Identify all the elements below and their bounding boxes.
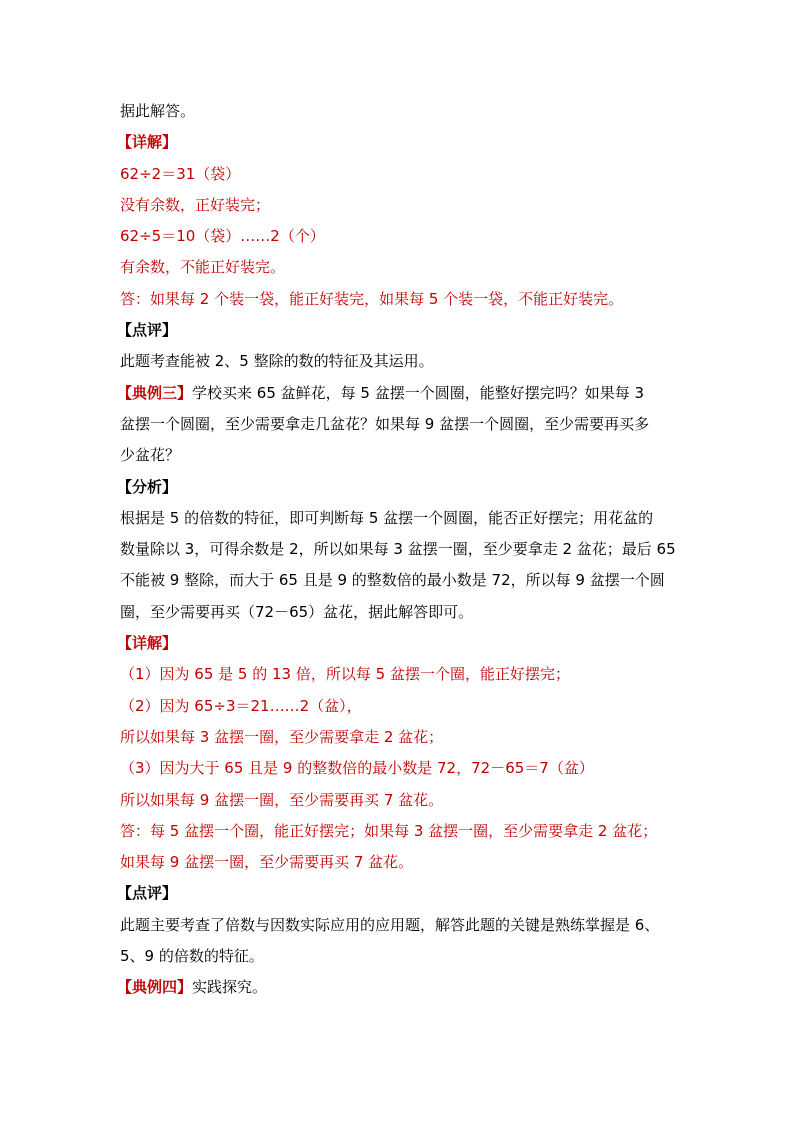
text-line: 圈，至少需要再买（72－65）盆花，据此解答即可。 — [120, 602, 474, 621]
question-text: 实践探究。 — [192, 978, 268, 997]
answer-line: （2）因为 65÷3＝21……2（盆）， — [120, 696, 362, 715]
text-line: 此题主要考查了倍数与因数实际应用的应用题，解答此题的关键是熟练掌握是 6、 — [120, 915, 660, 934]
answer-line: 答：如果每 2 个装一袋，能正好装完，如果每 5 个装一袋，不能正好装完。 — [120, 289, 624, 308]
text-line: 不能被 9 整除，而大于 65 且是 9 的整数倍的最小数是 72，所以每 9 盆摆一个圆 — [120, 571, 665, 590]
section-heading-comment: 【点评】 — [117, 884, 178, 903]
example-question-line — [117, 378, 690, 409]
example-tag: 【典例三】 — [117, 383, 193, 402]
answer-line: （1）因为 65 是 5 的 13 倍，所以每 5 盆摆一个圈，能正好摆完； — [120, 665, 570, 684]
text-line: 数量除以 3，可得余数是 2，所以如果每 3 盆摆一圈，至少要拿走 2 盆花；最后 65 — [120, 540, 676, 559]
answer-line: 62÷2＝31（袋） — [120, 164, 241, 183]
question-text: 学校买来 65 盆鲜花，每 5 盆摆一个圆圈，能整好摆完吗？如果每 3 — [192, 383, 645, 402]
answer-line: 62÷5＝10（袋）……2（个） — [120, 227, 325, 246]
answer-line: 有余数，不能正好装完。 — [120, 258, 286, 277]
section-heading-detail: 【详解】 — [117, 133, 178, 152]
answer-line: 答：每 5 盆摆一个圈，能正好摆完；如果每 3 盆摆一圈，至少需要拿走 2 盆花； — [120, 821, 658, 840]
text-line: 据此解答。 — [120, 102, 196, 120]
answer-line: （3）因为大于 65 且是 9 的整数倍的最小数是 72，72－65＝7（盆） — [120, 759, 594, 778]
section-heading-analysis: 【分析】 — [117, 477, 178, 496]
section-heading-detail: 【详解】 — [117, 634, 178, 653]
text-line: 5、9 的倍数的特征。 — [120, 947, 264, 966]
answer-line: 所以如果每 9 盆摆一圈，至少需要再买 7 盆花。 — [120, 790, 444, 809]
text-line: 少盆花？ — [120, 446, 181, 465]
answer-line: 所以如果每 3 盆摆一圈，至少需要拿走 2 盆花； — [120, 727, 444, 746]
text-line: 盆摆一个圆圈，至少需要拿走几盆花？如果每 9 盆摆一个圆圈，至少需要再买多 — [120, 414, 650, 433]
answer-line: 如果每 9 盆摆一圈，至少需要再买 7 盆花。 — [120, 853, 414, 872]
example-question-line — [117, 972, 690, 1003]
document-page — [117, 96, 690, 1004]
answer-line: 没有余数，正好装完； — [120, 195, 271, 214]
text-line: 根据是 5 的倍数的特征，即可判断每 5 盆摆一个圆圈，能否正好摆完；用花盆的 — [120, 508, 654, 527]
text-line: 此题考查能被 2、5 整除的数的特征及其运用。 — [120, 352, 434, 371]
example-tag: 【典例四】 — [117, 978, 193, 997]
section-heading-comment: 【点评】 — [117, 321, 178, 340]
